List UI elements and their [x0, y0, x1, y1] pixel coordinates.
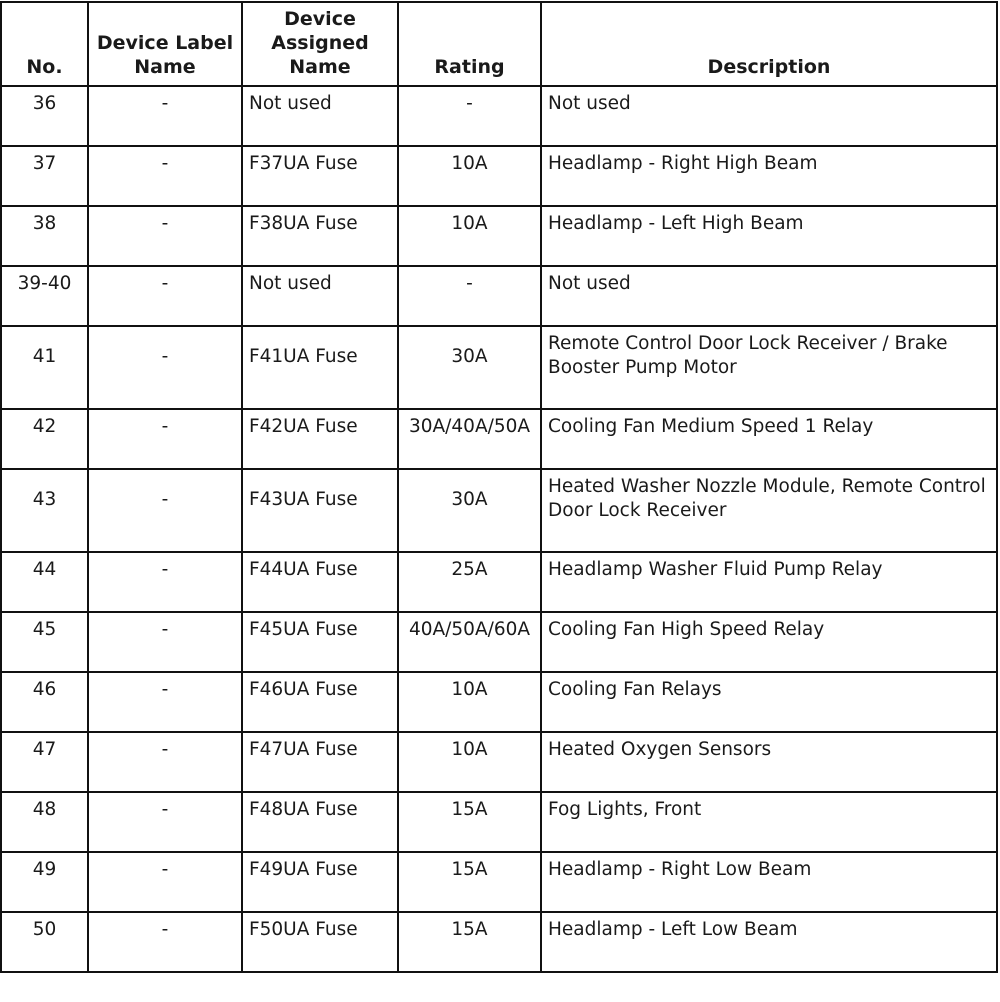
cell-device-assigned: F44UA Fuse [242, 552, 398, 612]
cell-no: 49 [1, 852, 88, 912]
table-header-row [1, 2, 997, 86]
cell-description: Fog Lights, Front [541, 792, 997, 852]
cell-description: Headlamp - Left High Beam [541, 206, 997, 266]
cell-rating: - [398, 266, 541, 326]
cell-rating: 10A [398, 146, 541, 206]
cell-description: Headlamp - Right Low Beam [541, 852, 997, 912]
cell-device-assigned: F45UA Fuse [242, 612, 398, 672]
cell-rating: 15A [398, 912, 541, 972]
cell-device-assigned: F38UA Fuse [242, 206, 398, 266]
cell-device-assigned: Not used [242, 266, 398, 326]
cell-rating: 10A [398, 206, 541, 266]
header-description: Description [541, 2, 997, 86]
table-row [1, 326, 997, 409]
cell-rating: 30A/40A/50A [398, 409, 541, 469]
cell-rating: 15A [398, 792, 541, 852]
cell-no: 37 [1, 146, 88, 206]
cell-device-assigned: F42UA Fuse [242, 409, 398, 469]
table-row [1, 732, 997, 792]
header-device-assigned-name: Device Assigned Name [242, 2, 398, 86]
cell-device-label: - [88, 552, 242, 612]
cell-device-assigned: F49UA Fuse [242, 852, 398, 912]
cell-rating: 15A [398, 852, 541, 912]
cell-no: 45 [1, 612, 88, 672]
cell-description: Headlamp - Right High Beam [541, 146, 997, 206]
table-row [1, 146, 997, 206]
header-rating: Rating [398, 2, 541, 86]
cell-description: Cooling Fan High Speed Relay [541, 612, 997, 672]
cell-rating: 30A [398, 469, 541, 552]
cell-device-assigned: F50UA Fuse [242, 912, 398, 972]
cell-device-label: - [88, 469, 242, 552]
cell-device-assigned: Not used [242, 86, 398, 146]
cell-device-label: - [88, 86, 242, 146]
cell-device-assigned: F46UA Fuse [242, 672, 398, 732]
cell-device-assigned: F43UA Fuse [242, 469, 398, 552]
cell-device-label: - [88, 852, 242, 912]
cell-no: 42 [1, 409, 88, 469]
cell-device-assigned: F48UA Fuse [242, 792, 398, 852]
table-row [1, 552, 997, 612]
table-row [1, 206, 997, 266]
header-device-label-name: Device Label Name [88, 2, 242, 86]
cell-no: 46 [1, 672, 88, 732]
cell-description: Headlamp - Left Low Beam [541, 912, 997, 972]
cell-description: Heated Oxygen Sensors [541, 732, 997, 792]
cell-no: 39-40 [1, 266, 88, 326]
cell-device-label: - [88, 912, 242, 972]
cell-no: 48 [1, 792, 88, 852]
cell-device-assigned: F41UA Fuse [242, 326, 398, 409]
cell-device-label: - [88, 672, 242, 732]
table-row [1, 469, 997, 552]
cell-description: Cooling Fan Relays [541, 672, 997, 732]
table-row [1, 852, 997, 912]
table-row [1, 612, 997, 672]
cell-rating: 10A [398, 732, 541, 792]
cell-description: Not used [541, 266, 997, 326]
cell-rating: 10A [398, 672, 541, 732]
cell-no: 38 [1, 206, 88, 266]
cell-no: 36 [1, 86, 88, 146]
cell-no: 50 [1, 912, 88, 972]
cell-device-label: - [88, 266, 242, 326]
cell-no: 43 [1, 469, 88, 552]
cell-rating: - [398, 86, 541, 146]
cell-device-label: - [88, 326, 242, 409]
cell-description: Headlamp Washer Fluid Pump Relay [541, 552, 997, 612]
cell-device-label: - [88, 612, 242, 672]
cell-device-label: - [88, 206, 242, 266]
table-row [1, 672, 997, 732]
cell-description: Remote Control Door Lock Receiver / Brake Booster Pump Motor [541, 326, 997, 409]
cell-device-label: - [88, 146, 242, 206]
cell-device-label: - [88, 792, 242, 852]
table-row [1, 792, 997, 852]
table-row [1, 912, 997, 972]
cell-description: Cooling Fan Medium Speed 1 Relay [541, 409, 997, 469]
fuse-table [0, 1, 998, 973]
cell-device-label: - [88, 732, 242, 792]
table-row [1, 86, 997, 146]
cell-device-assigned: F47UA Fuse [242, 732, 398, 792]
cell-description: Not used [541, 86, 997, 146]
cell-rating: 40A/50A/60A [398, 612, 541, 672]
cell-no: 44 [1, 552, 88, 612]
cell-no: 47 [1, 732, 88, 792]
table-row [1, 266, 997, 326]
cell-rating: 30A [398, 326, 541, 409]
cell-device-label: - [88, 409, 242, 469]
cell-device-assigned: F37UA Fuse [242, 146, 398, 206]
cell-description: Heated Washer Nozzle Module, Remote Control Door Lock Receiver [541, 469, 997, 552]
header-no: No. [1, 2, 88, 86]
cell-no: 41 [1, 326, 88, 409]
cell-rating: 25A [398, 552, 541, 612]
table-row [1, 409, 997, 469]
